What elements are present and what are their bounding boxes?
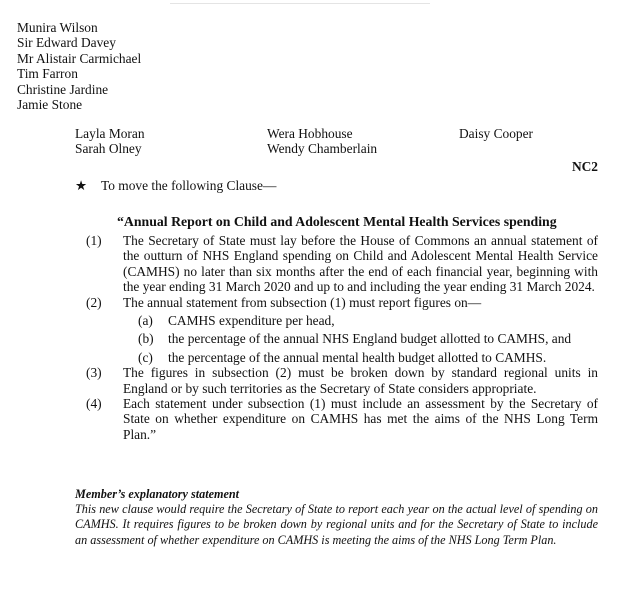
cosigner-name: Sarah Olney bbox=[75, 141, 142, 157]
subclause-item bbox=[138, 331, 598, 346]
cosigner-name: Wera Hobhouse bbox=[267, 126, 353, 141]
cosigner-name: Layla Moran bbox=[75, 126, 145, 141]
subclause-letter: (a) bbox=[138, 313, 153, 329]
clause-number: (2) bbox=[86, 294, 102, 310]
sponsor-name: Jamie Stone bbox=[17, 96, 83, 112]
sponsor-name: Tim Farron bbox=[17, 66, 78, 82]
clause-item bbox=[86, 365, 598, 396]
clause-text: The annual statement from subsection (1) must report figures on— bbox=[123, 294, 482, 310]
sponsor-name: Sir Edward Davey bbox=[17, 35, 116, 51]
star-icon: ★ bbox=[75, 178, 88, 193]
clause-item bbox=[86, 233, 598, 295]
clause-number: (4) bbox=[86, 396, 102, 412]
subclause-text: the percentage of the annual NHS England budget allotted to CAMHS, and bbox=[168, 331, 572, 347]
clause-text: Each statement under subsection (1) must include an assessment by the Secretary of State on whether expenditure on CAMHS has met the aims of the NHS Long Term Plan.” bbox=[123, 396, 598, 442]
sponsor-name: Christine Jardine bbox=[17, 81, 109, 97]
clause-body bbox=[86, 233, 598, 442]
subclause-item bbox=[138, 313, 598, 328]
cosigner-column-2 bbox=[267, 126, 377, 157]
clause-number: (3) bbox=[86, 365, 102, 381]
cosigner-column-1 bbox=[75, 126, 145, 157]
sponsor-name: Munira Wilson bbox=[17, 20, 98, 35]
top-divider bbox=[170, 0, 430, 4]
cosigner-name: Daisy Cooper bbox=[459, 126, 534, 141]
cosigner-name: Wendy Chamberlain bbox=[267, 141, 378, 157]
cosigner-column-3 bbox=[459, 126, 533, 141]
explanatory-text: This new clause would require the Secretary of State to report each year on the actual level of spending on CAMHS. It requires figures to be broken down by regional units and for the Secretary of State to include an assessment of whether expenditure on CAMHS is meeting the aims of the NHS Long Term Plan. bbox=[75, 502, 598, 547]
clause-number: (1) bbox=[86, 233, 102, 248]
subclause-letter: (c) bbox=[138, 349, 153, 365]
clause-text: The figures in subsection (2) must be broken down by standard regional units in England or by such territories as the Secretary of State considers appropriate. bbox=[123, 365, 598, 396]
sponsor-list bbox=[17, 20, 141, 112]
explanatory-statement bbox=[75, 487, 598, 548]
move-instruction bbox=[75, 178, 276, 193]
subclause-item bbox=[138, 350, 598, 365]
subclause-text: the percentage of the annual mental health budget allotted to CAMHS. bbox=[168, 349, 547, 365]
explanatory-heading: Member’s explanatory statement bbox=[75, 487, 240, 501]
clause-item bbox=[86, 396, 598, 442]
clause-reference: NC2 bbox=[571, 159, 598, 174]
move-text: To move the following Clause— bbox=[101, 178, 277, 193]
sponsor-name: Mr Alistair Carmichael bbox=[17, 50, 142, 66]
clause-title: “Annual Report on Child and Adolescent Mental Health Services spending bbox=[117, 214, 557, 229]
subclause-letter: (b) bbox=[138, 331, 154, 347]
clause-item bbox=[86, 295, 598, 310]
subclause-text: CAMHS expenditure per head, bbox=[168, 313, 335, 329]
clause-text: The Secretary of State must lay before the House of Commons an annual statement of the outturn of NHS England spending on Child and Adolescent Mental Health Service (CAMHS) no later than six months after the end of each financial year, beginning with the year ending 31 March 2020 and up to and including the year ending 31 March 2024. bbox=[123, 233, 598, 295]
